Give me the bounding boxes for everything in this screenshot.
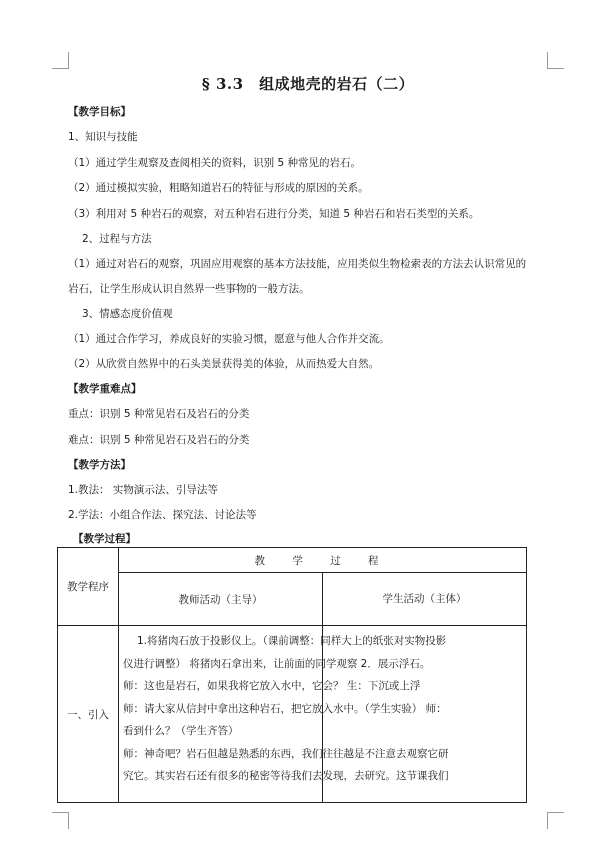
corner-mark-bottom-left: [52, 812, 69, 829]
teacher-line-5: 看到什么？（学生齐答）: [123, 725, 239, 737]
teacher-line-4: 师：请大家从信封中拿出这种岩石，把它放入水中。（学生实验） 师：: [123, 702, 447, 715]
col-student-header: 学生活动（主体）: [323, 573, 527, 626]
teacher-line-6: 师：神奇吧？岩石但越是熟悉的东西，我们往往越是不注意去观察它研: [123, 747, 449, 760]
teacher-line-1: 1.将猪肉石放于投影仪上。（课前调整：同样大上的纸张对实物投影: [137, 635, 447, 647]
key-header: 【教学重难点】: [68, 383, 142, 395]
goal2-item-1: （1）通过对岩石的观察，巩固应用观察的基本方法技能，应用类似生物检索表的方法去认识常见的: [68, 258, 527, 270]
goal2-item-2: 岩石，让学生形成认识自然界一些事物的一般方法。: [68, 283, 310, 295]
teacher-activity-cell: [119, 626, 449, 803]
goal2-header: 2、过程与方法: [82, 233, 152, 245]
goal1-item-1: （1）通过学生观察及查阅相关的资料，识别 5 种常见的岩石。: [68, 157, 362, 169]
corner-mark-top-right: [547, 52, 564, 69]
col-teacher-header: 教师活动（主导）: [119, 573, 323, 626]
process-header: 【教学过程】: [73, 533, 136, 545]
key-point: 重点：识别 5 种常见岩石及岩石的分类: [68, 408, 250, 420]
goal1-item-3: （3）利用对 5 种岩石的观察，对五种岩石进行分类，知道 5 种岩石和岩石类型的关系。: [68, 208, 480, 220]
teacher-line-7: 究它。其实岩石还有很多的秘密等待我们去发现，去研究。这节课我们: [123, 770, 449, 782]
goal1-item-2: （2）通过模拟实验，粗略知道岩石的特征与形成的原因的关系。: [68, 182, 369, 194]
goal3-item-1: （1）通过合作学习，养成良好的实验习惯，愿意与他人合作并交流。: [68, 333, 390, 345]
goal3-header: 3、情感态度价值观: [82, 308, 173, 320]
row-label-intro: 一、引入: [58, 626, 119, 803]
corner-mark-top-left: [52, 52, 69, 69]
col-process-header: 教 学 过 程: [119, 548, 527, 573]
goal3-item-2: （2）从欣赏自然界中的石头美景获得美的体验，从而热爱大自然。: [68, 358, 380, 370]
teacher-line-3: 师：这也是岩石，如果我将它放入水中，它会？ 生：下沉或上浮: [123, 680, 421, 692]
method-teach: 1.教法： 实物演示法、引导法等: [68, 484, 218, 496]
process-table: [57, 547, 527, 803]
teacher-line-2: 仪进行调整） 将猪肉石拿出来，让前面的同学观察 2．展示浮石。: [123, 657, 431, 670]
method-header: 【教学方法】: [68, 459, 131, 471]
goals-header: 【教学目标】: [68, 106, 131, 118]
col-program-header: 教学程序: [58, 548, 119, 626]
method-learn: 2.学法：小组合作法、探究法、讨论法等: [68, 509, 257, 521]
corner-mark-bottom-right: [547, 812, 564, 829]
page-title: § 3.3 组成地壳的岩石（二）: [201, 75, 415, 93]
difficult-point: 难点：识别 5 种常见岩石及岩石的分类: [68, 434, 250, 446]
goal1-header: 1、知识与技能: [68, 131, 138, 143]
